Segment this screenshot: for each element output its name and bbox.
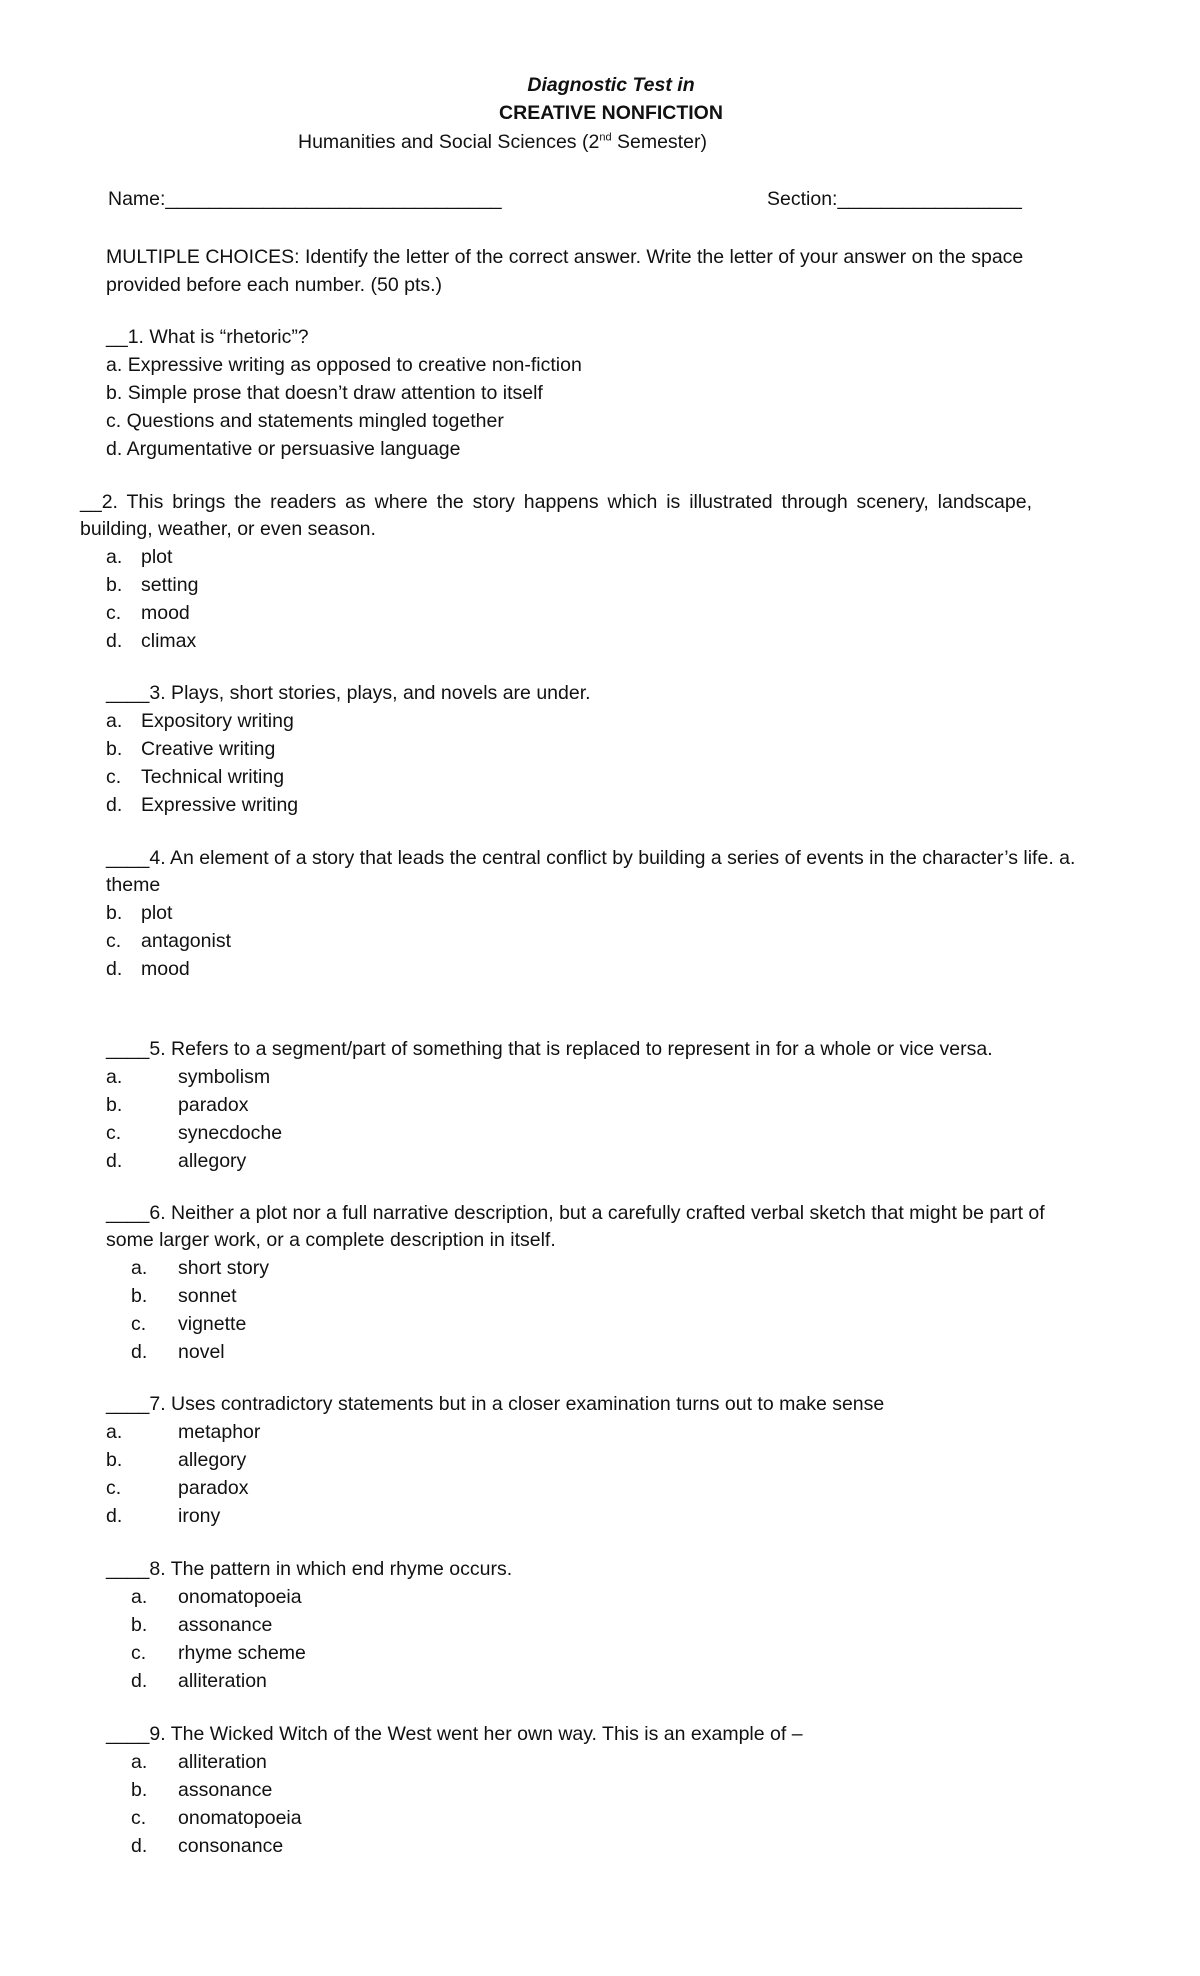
question-2-stem-line1: __2. This brings the readers as where the story happens which is illustrated through scenery, landscape, — [80, 491, 1032, 513]
instructions: MULTIPLE CHOICES: Identify the letter of the correct answer. Write the letter of your answer on the space provided before each number. (50 pts.) — [106, 246, 1024, 296]
question-2-stem-line2: building, weather, or even season. — [80, 518, 376, 540]
document-strand: Humanities and Social Sciences (2nd Semester) — [298, 131, 707, 153]
document-subject: CREATIVE NONFICTION — [499, 102, 723, 124]
question-8-stem: ____8. The pattern in which end rhyme occurs. — [106, 1558, 513, 1580]
question-6-stem-line2: some larger work, or a complete description in itself. — [106, 1229, 556, 1251]
question-5-stem: ____5. Refers to a segment/part of something that is replaced to represent in for a whole or vice versa. — [106, 1038, 993, 1060]
question-7-stem: ____7. Uses contradictory statements but in a closer examination turns out to make sense — [106, 1393, 885, 1415]
question-9-stem: ____9. The Wicked Witch of the West went her own way. This is an example of – — [106, 1723, 803, 1745]
question-1-option-a: a. Expressive writing as opposed to creative non-fiction — [106, 354, 582, 376]
document-title: Diagnostic Test in — [527, 74, 695, 96]
name-field: Name:_______________________________ — [108, 188, 502, 210]
question-1-option-d: d. Argumentative or persuasive language — [106, 438, 461, 460]
question-1-option-b: b. Simple prose that doesn’t draw attention to itself — [106, 382, 543, 404]
question-1-stem: __1. What is “rhetoric”? — [106, 326, 309, 348]
question-6-stem-line1: ____6. Neither a plot nor a full narrative description, but a carefully crafted verbal sketch that might be part of — [106, 1202, 1045, 1224]
question-4-stem-line2: theme — [106, 874, 161, 896]
question-4-stem-line1: ____4. An element of a story that leads the central conflict by building a series of events in the character’s life. a. — [106, 847, 1076, 869]
section-field: Section:_________________ — [767, 188, 1022, 210]
question-3-stem: ____3. Plays, short stories, plays, and novels are under. — [106, 682, 591, 704]
question-1-option-c: c. Questions and statements mingled together — [106, 410, 504, 432]
